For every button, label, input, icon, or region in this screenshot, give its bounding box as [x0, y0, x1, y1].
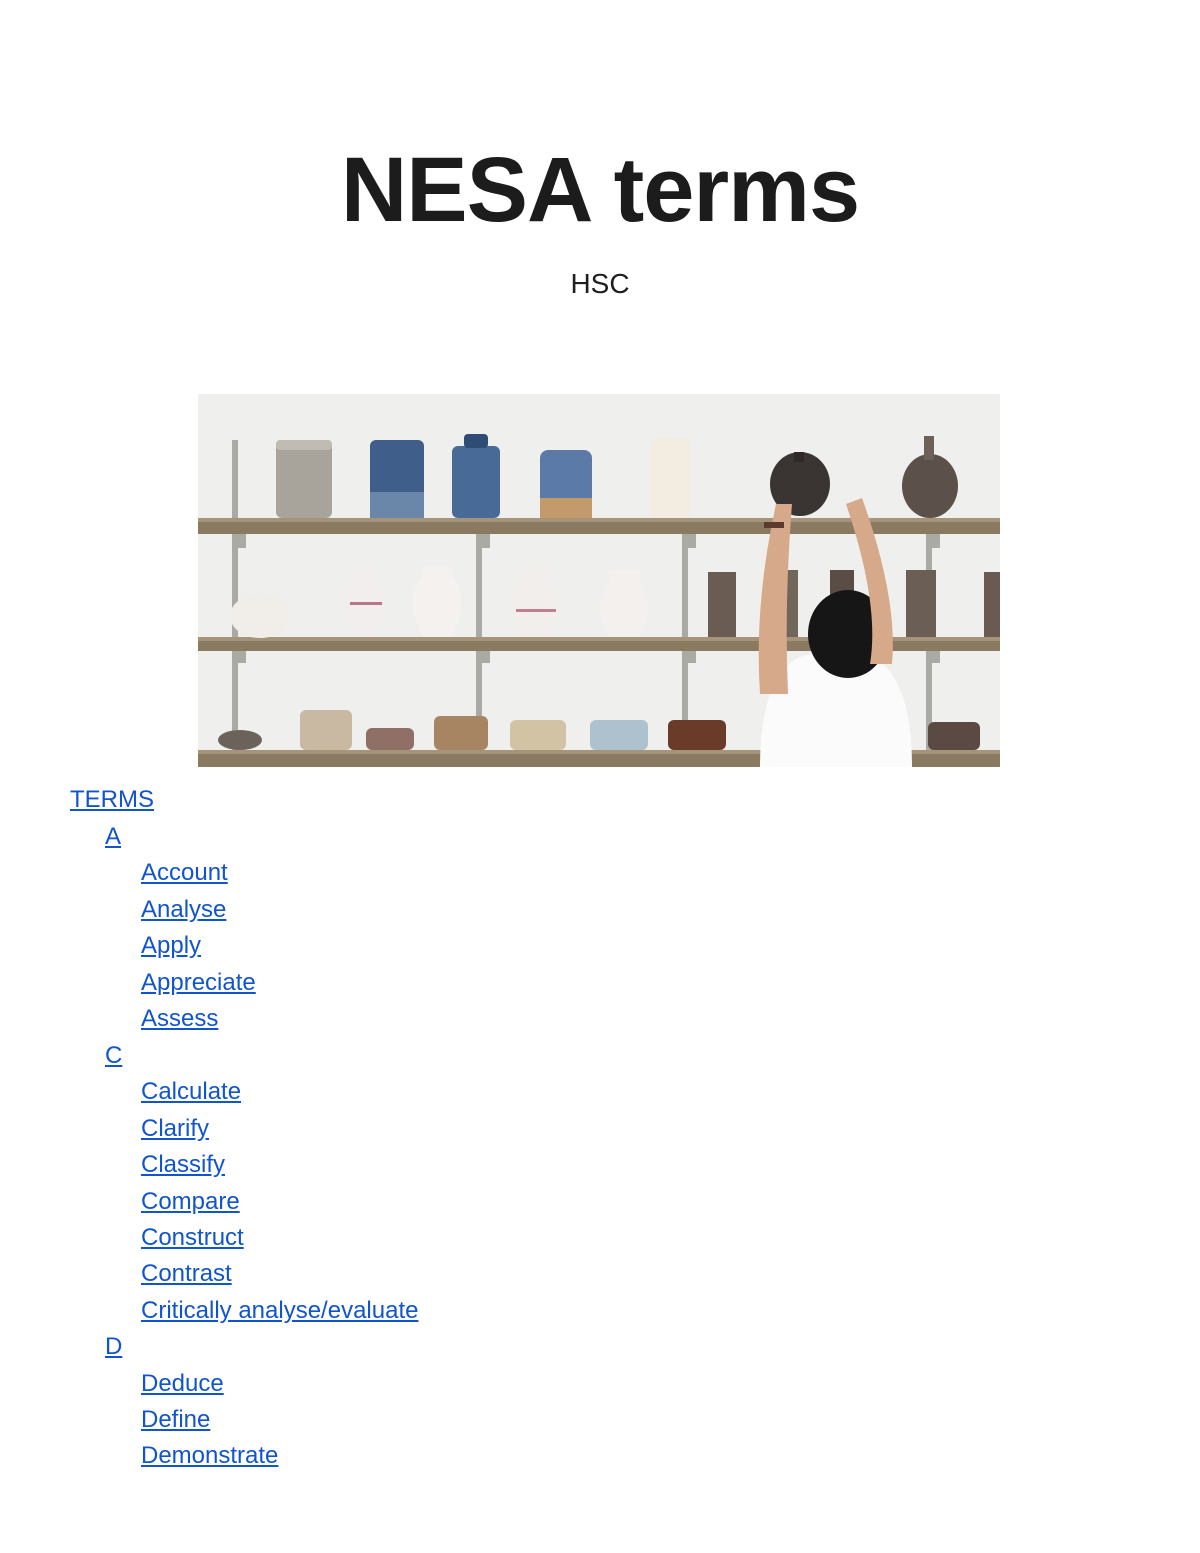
toc-link-demonstrate[interactable]: Demonstrate	[141, 1442, 279, 1469]
toc-link-section-a[interactable]: A	[105, 823, 122, 850]
toc-link-appreciate[interactable]: Appreciate	[141, 969, 256, 996]
toc-link-calculate[interactable]: Calculate	[141, 1078, 242, 1105]
toc-link-account[interactable]: Account	[141, 859, 228, 886]
document-subtitle: HSC	[570, 268, 630, 299]
toc-link-classify[interactable]: Classify	[141, 1151, 226, 1178]
toc-link-clarify[interactable]: Clarify	[141, 1115, 210, 1142]
toc-link-define[interactable]: Define	[141, 1406, 211, 1433]
toc-link-deduce[interactable]: Deduce	[141, 1370, 224, 1397]
toc-link-construct[interactable]: Construct	[141, 1224, 244, 1251]
toc-link-terms[interactable]: TERMS	[70, 786, 154, 813]
document-title: NESA terms	[340, 139, 860, 241]
toc-link-section-c[interactable]: C	[105, 1042, 123, 1069]
toc-link-analyse[interactable]: Analyse	[141, 896, 227, 923]
toc-link-contrast[interactable]: Contrast	[141, 1260, 232, 1287]
toc-link-assess[interactable]: Assess	[141, 1005, 219, 1032]
toc-link-section-d[interactable]: D	[105, 1333, 123, 1360]
toc-link-compare[interactable]: Compare	[141, 1188, 240, 1215]
toc-link-critically-analyse-evaluate[interactable]: Critically analyse/evaluate	[141, 1297, 419, 1324]
toc-link-apply[interactable]: Apply	[141, 932, 202, 959]
hero-image-pottery-shelves	[198, 394, 1000, 767]
